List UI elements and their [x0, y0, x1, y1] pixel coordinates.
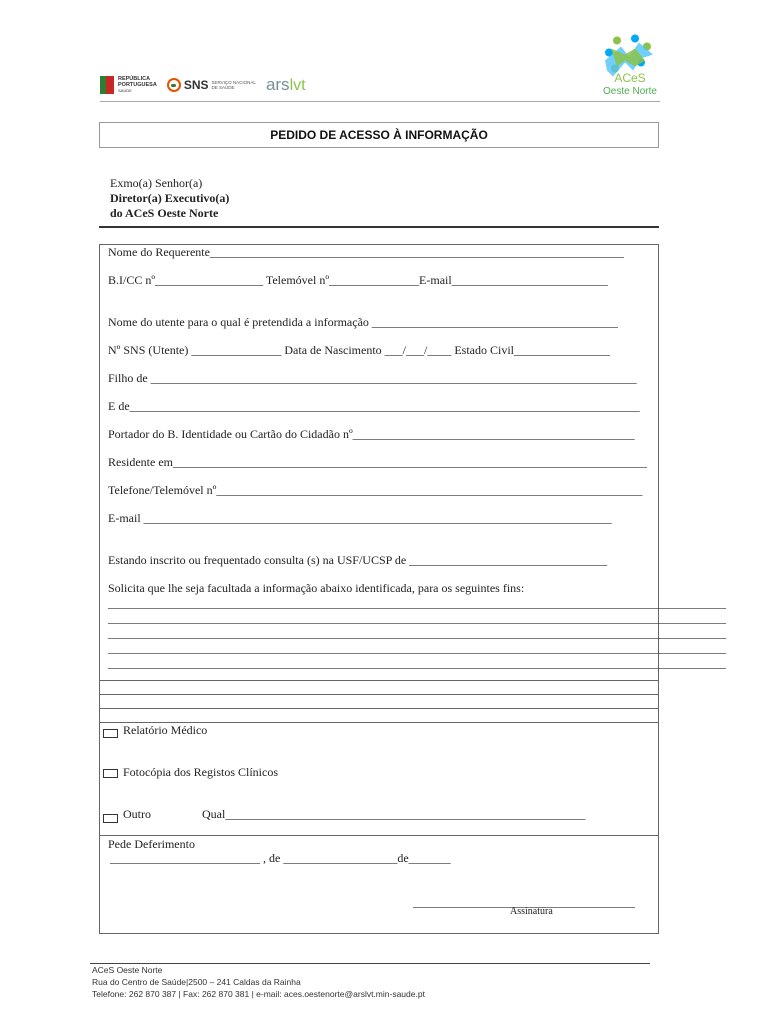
residente-field[interactable]: Residente em_______________________________________________________________________________: [108, 455, 647, 469]
email-field[interactable]: E-mail ______________________________________________________________________________: [108, 511, 612, 525]
addressee-line1: Exmo(a) Senhor(a): [110, 176, 203, 190]
purpose-line-1[interactable]: _______________________________________________________________________________________________________: [108, 596, 726, 610]
republica-logo: [100, 76, 157, 94]
section-divider: [99, 226, 659, 228]
portador-field[interactable]: Portador do B. Identidade ou Cartão do Cidadão nº_______________________________________________: [108, 427, 635, 441]
relatorio-label: Relatório Médico: [123, 723, 208, 737]
telefone-field[interactable]: Telefone/Telemóvel nº_______________________________________________________________________: [108, 483, 643, 497]
sns-line2: DE SAÚDE: [211, 85, 235, 90]
footer-contacts: Telefone: 262 870 387 | Fax: 262 870 381 | e-mail: aces.oestenorte@arslvt.min-saude.pt: [92, 989, 425, 999]
utente-field[interactable]: Nome do utente para o qual é pretendida a informação _________________________________________: [108, 315, 618, 329]
partner-logos: [100, 72, 306, 98]
portugal-flag-icon: [100, 76, 114, 94]
form-divider: [99, 694, 659, 695]
date-field[interactable]: _________________________ , de ___________________de_______: [110, 851, 451, 865]
republica-line1: REPÚBLICA: [118, 76, 151, 82]
sns-logo: [167, 78, 256, 92]
ars-text: ars: [265, 75, 290, 94]
aces-name: ACeS: [614, 71, 646, 85]
addressee-block: [110, 176, 229, 221]
purpose-line-2[interactable]: _______________________________________________________________________________________________________: [108, 611, 726, 625]
addressee-line3: do ACeS Oeste Norte: [110, 206, 219, 220]
page-title: PEDIDO DE ACESSO À INFORMAÇÃO: [99, 122, 659, 148]
e-de-field[interactable]: E de_____________________________________________________________________________________: [108, 399, 640, 413]
footer-divider: [90, 963, 650, 964]
addressee-line2: Diretor(a) Executivo(a): [110, 191, 230, 205]
purpose-line-5[interactable]: _______________________________________________________________________________________________________: [108, 656, 726, 670]
ars-logo: [266, 75, 306, 95]
purpose-line-4[interactable]: _______________________________________________________________________________________________________: [108, 641, 726, 655]
form-divider: [99, 680, 659, 681]
solicita-label: Solicita que lhe seja facultada a informação abaixo identificada, para os seguintes fins:: [108, 581, 525, 595]
fotocopia-label: Fotocópia dos Registos Clínicos: [123, 765, 279, 779]
purpose-line-3[interactable]: _______________________________________________________________________________________________________: [108, 626, 726, 640]
sns-circle-icon: [167, 78, 181, 92]
sns-name: SNS: [183, 78, 209, 92]
republica-sub: SAÚDE: [118, 88, 132, 93]
republica-line2: PORTUGUESA: [118, 82, 157, 88]
relatorio-checkbox[interactable]: [103, 729, 118, 738]
outro-label: Outro: [123, 807, 151, 821]
aces-subname: Oeste Norte: [603, 86, 657, 97]
footer-org: ACeS Oeste Norte: [92, 965, 163, 975]
sns-field[interactable]: Nº SNS (Utente) _______________ Data de Nascimento ___/___/____ Estado Civil________________: [108, 343, 611, 357]
form-divider: [99, 708, 659, 709]
bi-field[interactable]: B.I/CC nº__________________ Telemóvel nº_______________E-mail__________________________: [108, 273, 608, 287]
signature-label: Assinatura: [510, 906, 553, 917]
form-divider: [99, 835, 659, 836]
header-divider: [100, 101, 660, 102]
signature-line[interactable]: _____________________________________: [413, 895, 635, 909]
filho-field[interactable]: Filho de _________________________________________________________________________________: [108, 371, 637, 385]
pede-deferimento-label: Pede Deferimento: [108, 837, 195, 851]
fotocopia-checkbox[interactable]: [103, 769, 118, 778]
outro-checkbox[interactable]: [103, 814, 118, 823]
qual-field[interactable]: Qual____________________________________________________________: [202, 807, 586, 821]
sns-line1: SERVIÇO NACIONAL: [211, 80, 256, 85]
inscrito-field[interactable]: Estando inscrito ou frequentado consulta (s) na USF/UCSP de _________________________________: [108, 553, 608, 567]
footer-address: Rua do Centro de Saúde|2500 – 241 Caldas da Rainha: [92, 977, 301, 987]
requerente-field[interactable]: Nome do Requerente_____________________________________________________________________: [108, 245, 624, 259]
ars-lvt-text: lvt: [289, 77, 306, 94]
